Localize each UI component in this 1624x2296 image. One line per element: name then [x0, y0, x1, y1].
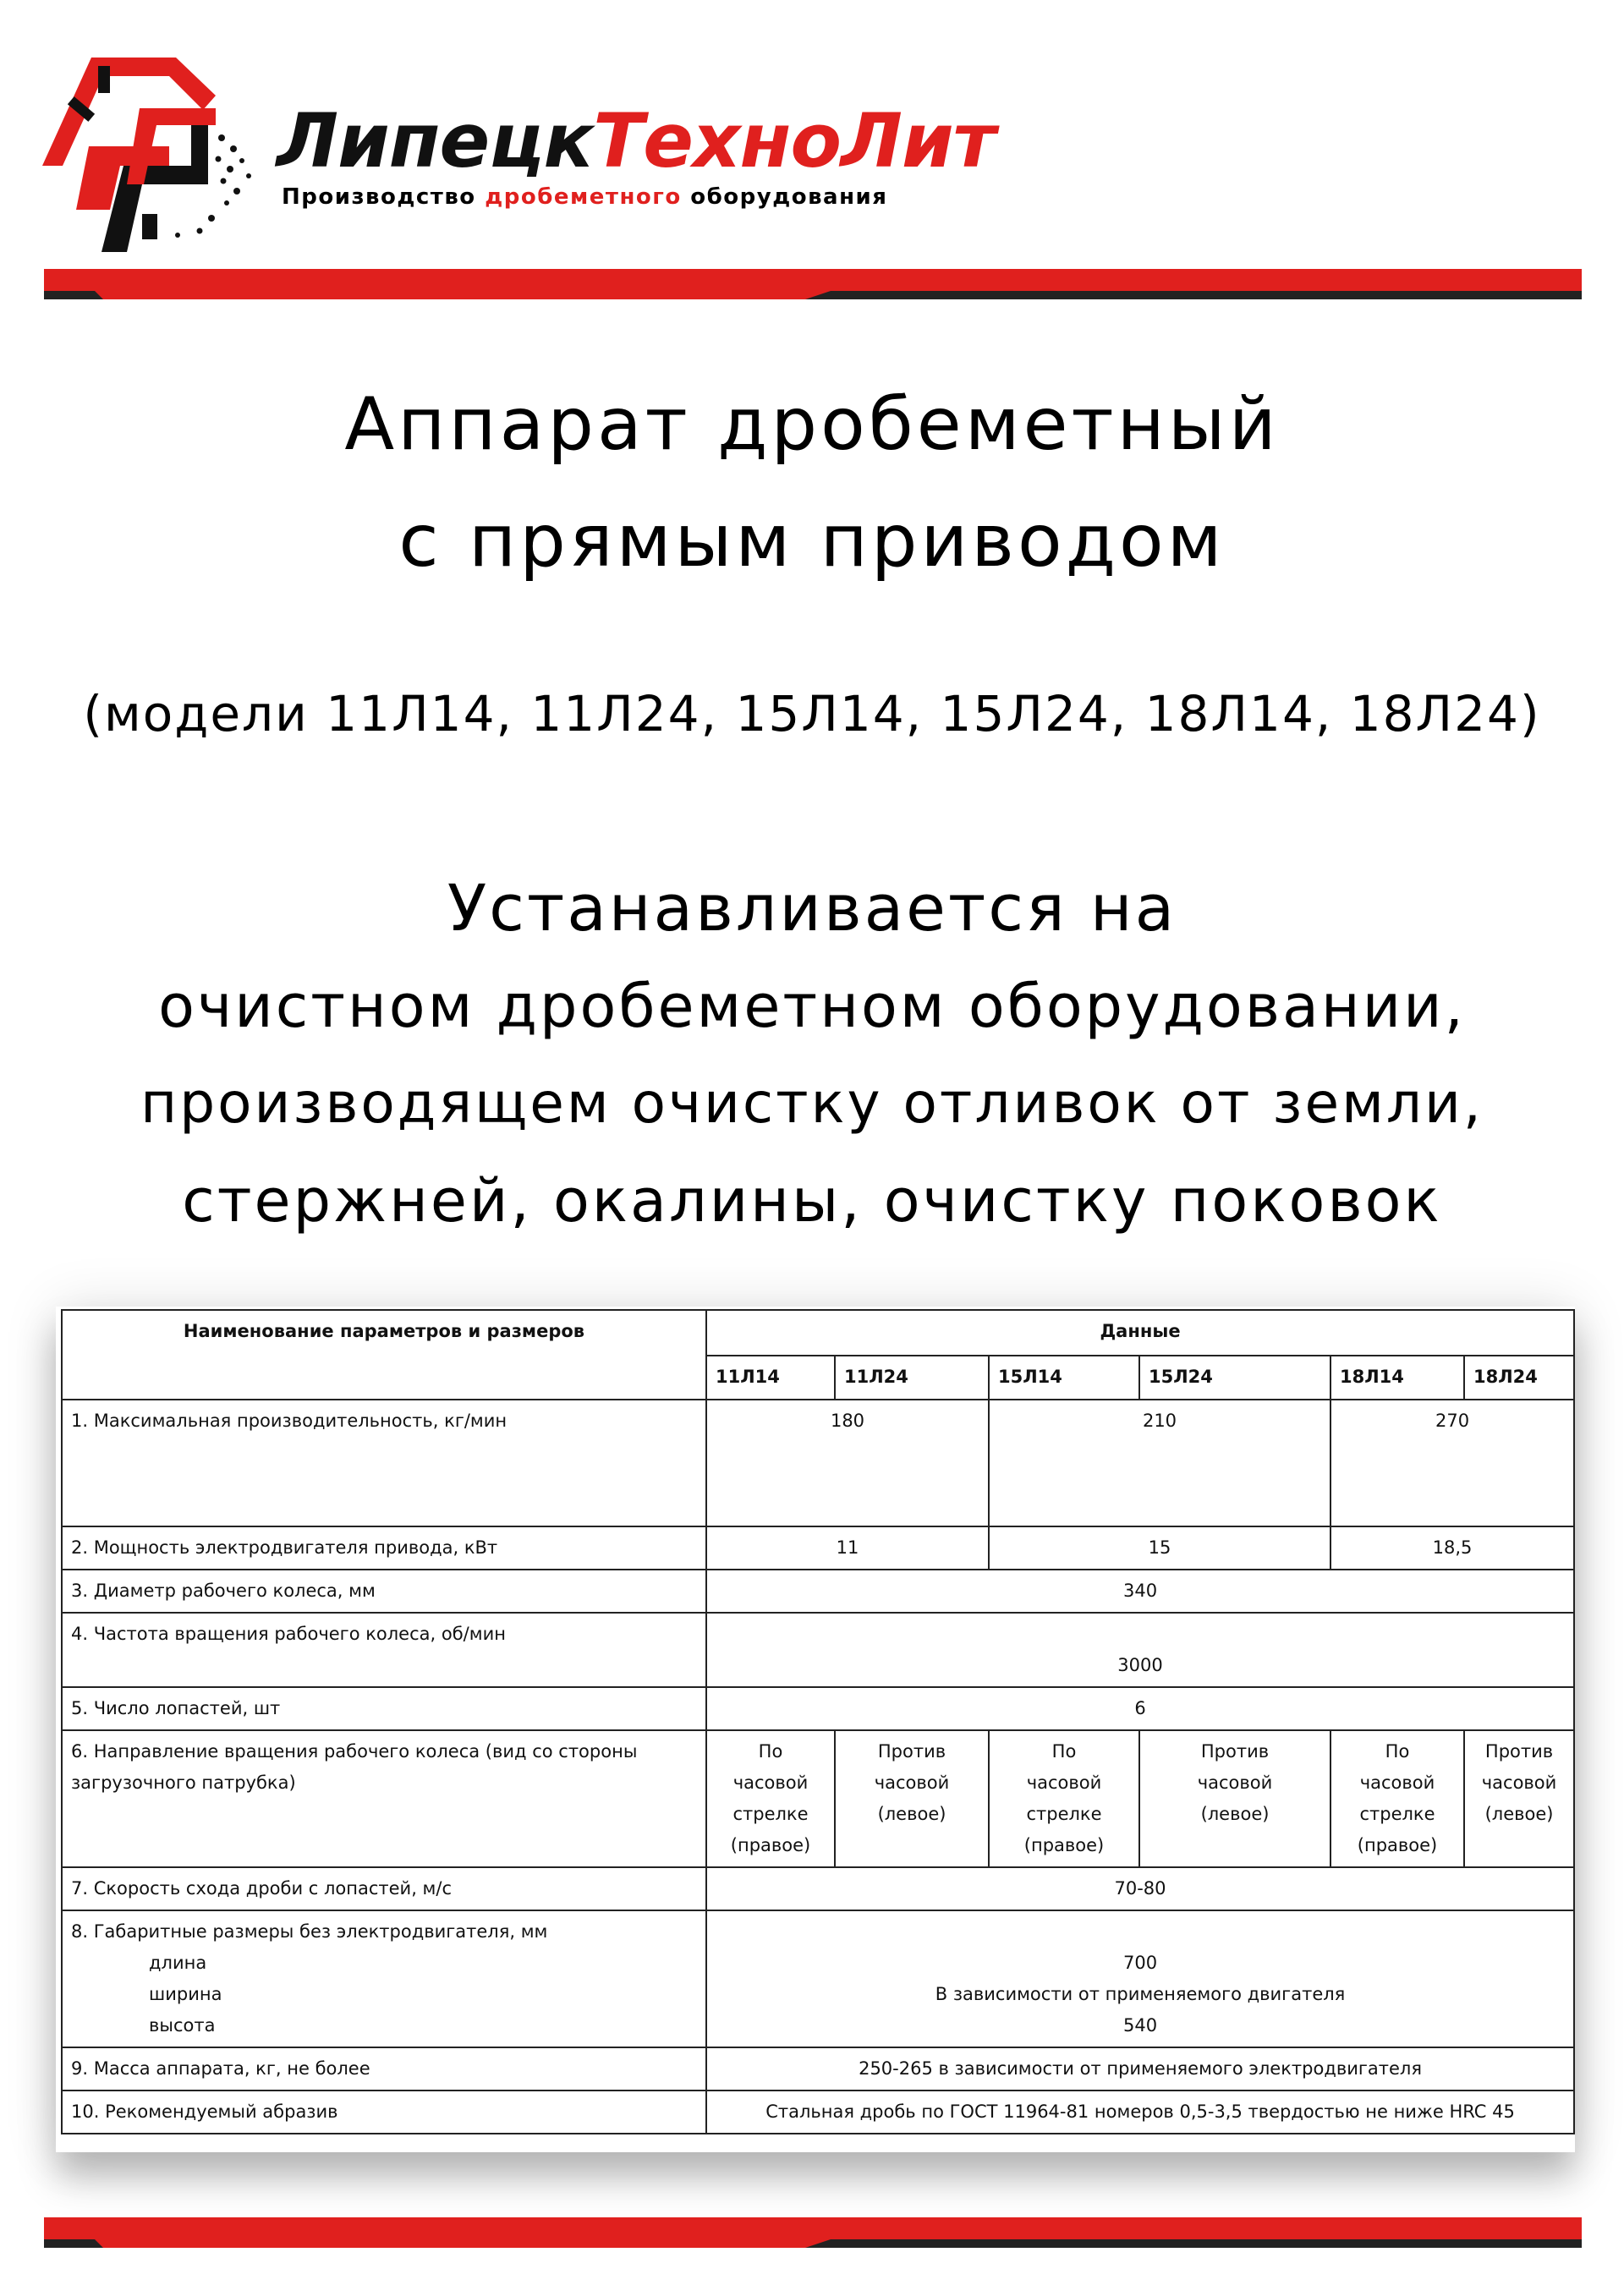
logo-mark-icon — [42, 58, 304, 252]
tagline-part1: Производство — [282, 184, 486, 210]
tagline-part3: оборудования — [681, 184, 888, 210]
row-label: 8. Габаритные размеры без электродвигателя, мм — [71, 1921, 548, 1942]
models-list: (модели 11Л14, 11Л24, 15Л14, 15Л24, 18Л14, 18Л24) — [83, 685, 1541, 743]
table-row — [62, 2047, 1574, 2091]
row-value: 180 — [706, 1400, 989, 1526]
table-row — [62, 1867, 1574, 1910]
brand-name-part2: ТехноЛит — [593, 97, 996, 184]
row-value: 15 — [989, 1526, 1330, 1570]
row-value: 18,5 — [1330, 1526, 1574, 1570]
row-value: 3000 — [706, 1613, 1574, 1687]
row-label: 10. Рекомендуемый абразив — [62, 2091, 706, 2134]
width-label: ширина — [149, 1984, 222, 2004]
table-header-row — [62, 1310, 1574, 1356]
spec-table — [61, 1309, 1575, 2134]
row-label: 2. Мощность электродвигателя привода, кВт — [62, 1526, 706, 1570]
header-data-cell: Данные — [706, 1310, 1574, 1356]
model-cell: 11Л14 — [706, 1356, 835, 1400]
spec-table-card — [56, 1307, 1575, 2152]
description-line2: очистном дробеметном оборудовании, — [158, 972, 1466, 1041]
description-line3: производящем очистку отливок от земли, — [140, 1071, 1484, 1136]
model-cell: 18Л14 — [1330, 1356, 1464, 1400]
description-line1: Устанавливается на — [447, 870, 1177, 945]
row-value: 70-80 — [706, 1867, 1574, 1910]
tagline-part2: дробеметного — [485, 184, 682, 210]
row-label: 7. Скорость схода дроби с лопастей, м/с — [62, 1867, 706, 1910]
brand-tagline — [282, 184, 887, 210]
row-label: 9. Масса аппарата, кг, не более — [62, 2047, 706, 2091]
row-label: 3. Диаметр рабочего колеса, мм — [62, 1570, 706, 1613]
dimensions-label-cell — [62, 1910, 706, 2047]
rotation-ccw-cell: Против часовой (левое) — [835, 1730, 989, 1867]
row-label: 5. Число лопастей, шт — [62, 1687, 706, 1730]
table-row — [62, 2091, 1574, 2134]
row-value: 250-265 в зависимости от применяемого электродвигателя — [706, 2047, 1574, 2091]
row-value: 270 — [1330, 1400, 1574, 1526]
page-title-line1: Аппарат дробеметный — [344, 382, 1280, 467]
rotation-cw-cell: По часовой стрелке (правое) — [1330, 1730, 1464, 1867]
rotation-ccw-cell: Против часовой (левое) — [1139, 1730, 1330, 1867]
model-cell: 11Л24 — [835, 1356, 989, 1400]
brand-name-part1: Липецк — [277, 97, 594, 184]
row-value: 340 — [706, 1570, 1574, 1613]
length-value: 700 — [1122, 1953, 1158, 1973]
length-label: длина — [149, 1953, 207, 1973]
model-cell: 15Л14 — [989, 1356, 1139, 1400]
table-row — [62, 1613, 1574, 1687]
table-row — [62, 1730, 1574, 1867]
row-label: 6. Направление вращения рабочего колеса (вид со стороны загрузочного патрубка) — [62, 1730, 706, 1867]
company-logo — [42, 58, 996, 252]
row-value: Стальная дробь по ГОСТ 11964-81 номеров 0,5-3,5 твердостью не ниже HRC 45 — [706, 2091, 1574, 2134]
table-row — [62, 1526, 1574, 1570]
row-value: 210 — [989, 1400, 1330, 1526]
rotation-ccw-cell: Против часовой (левое) — [1464, 1730, 1574, 1867]
model-cell: 15Л24 — [1139, 1356, 1330, 1400]
row-label: 4. Частота вращения рабочего колеса, об/мин — [62, 1613, 706, 1687]
width-value: В зависимости от применяемого двигателя — [935, 1984, 1346, 2004]
footer-stripe — [44, 2217, 1582, 2248]
model-cell: 18Л24 — [1464, 1356, 1574, 1400]
header-param-cell: Наименование параметров и размеров — [62, 1310, 706, 1400]
description-line4: стержней, окалины, очистку поковок — [182, 1166, 1442, 1236]
row-value: 6 — [706, 1687, 1574, 1730]
rotation-cw-cell: По часовой стрелке (правое) — [989, 1730, 1139, 1867]
row-value: 11 — [706, 1526, 989, 1570]
row-label: 1. Максимальная производительность, кг/мин — [62, 1400, 706, 1526]
table-row — [62, 1400, 1574, 1526]
table-row — [62, 1687, 1574, 1730]
table-row — [62, 1570, 1574, 1613]
table-row — [62, 1910, 1574, 2047]
rotation-cw-cell: По часовой стрелке (правое) — [706, 1730, 835, 1867]
brand-name — [277, 97, 996, 184]
page-title-line2: с прямым приводом — [398, 499, 1226, 584]
height-label: высота — [149, 2015, 216, 2036]
header-stripe — [44, 269, 1582, 299]
height-value: 540 — [1122, 2015, 1158, 2036]
dimensions-value-cell — [706, 1910, 1574, 2047]
